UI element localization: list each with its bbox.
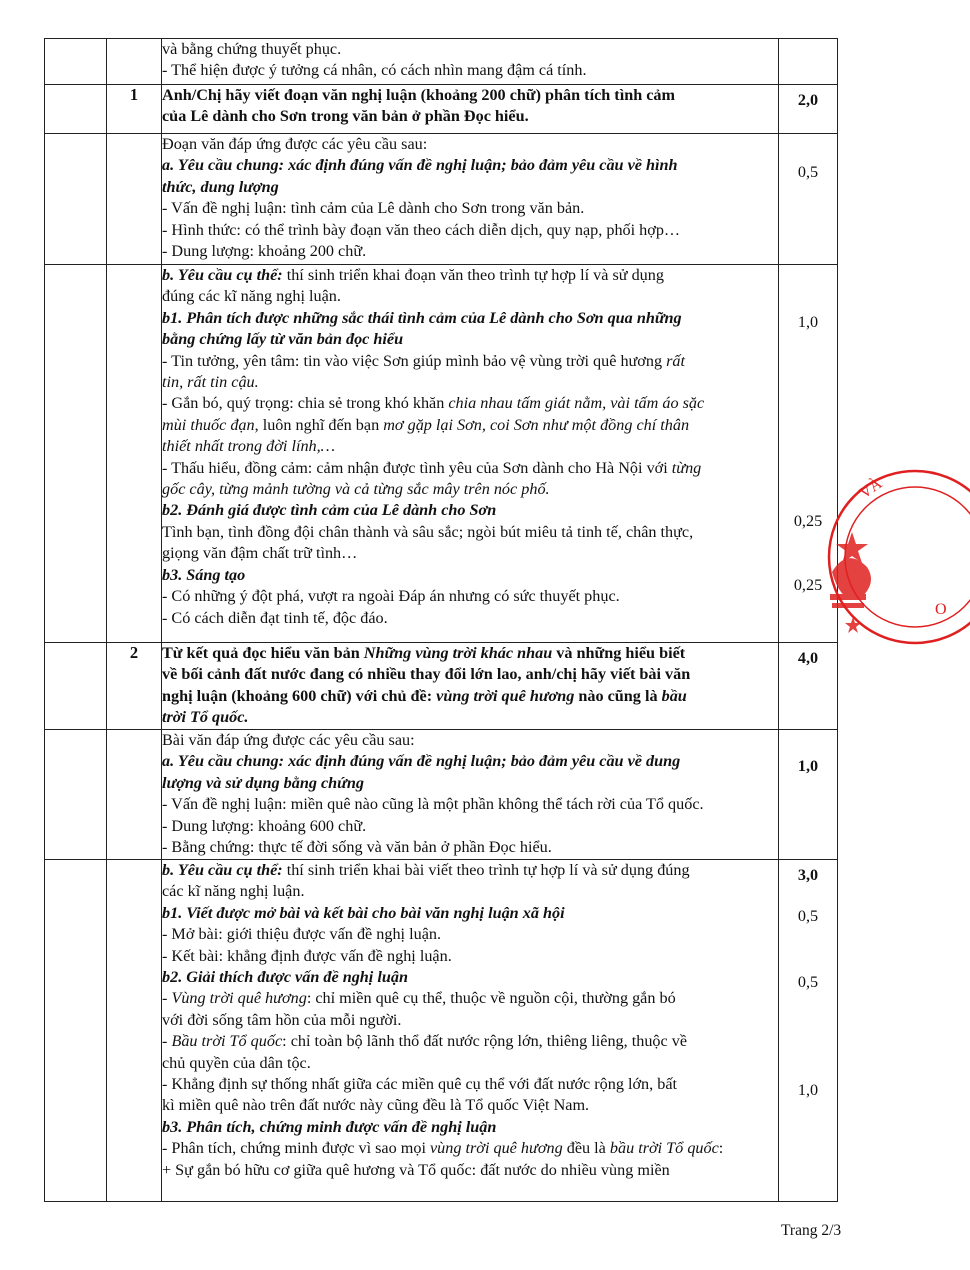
question-number: [107, 39, 162, 85]
text-run: Anh/Chị hãy viết đoạn văn nghị luận (khoảng 200 chữ) phân tích tình cảm: [162, 86, 676, 104]
content-line: [162, 308, 778, 329]
answer-content: [162, 860, 779, 1202]
text-run: - Thể hiện được ý tưởng cá nhân, có cách nhìn mang đậm cá tính.: [162, 61, 587, 80]
blank-cell: [45, 85, 107, 134]
content-line: [162, 1095, 778, 1116]
text-run: - Hình thức: có thể trình bày đoạn văn theo cách diễn dịch, quy nạp, phối hợp…: [162, 220, 681, 239]
text-run: - Bằng chứng: thực tế đời sống và văn bản ở phần Đọc hiểu.: [162, 838, 552, 857]
content-line: [162, 479, 778, 500]
text-run: đều là: [562, 1139, 610, 1158]
content-line: [162, 522, 778, 543]
content-line: [162, 85, 778, 106]
text-run: Vùng trời quê hương: [171, 989, 307, 1008]
text-run: đúng các kĩ năng nghị luận.: [162, 287, 341, 306]
content-line: [162, 946, 778, 967]
content-line: [162, 155, 778, 176]
score-value: 1,0: [797, 313, 819, 331]
content-line: [162, 837, 778, 858]
content-line: [162, 988, 778, 1009]
content-line: [162, 1053, 778, 1074]
score-value: 0,5: [797, 907, 819, 925]
text-run: :: [718, 1139, 724, 1158]
table-row: [45, 643, 838, 730]
content-line: [162, 1117, 778, 1138]
text-run: a. Yêu cầu chung: xác định đúng vấn đề nghị luận; bảo đảm yêu cầu về dung: [162, 752, 681, 771]
text-run: của Lê dành cho Sơn trong văn bản ở phần Đọc hiểu.: [162, 107, 529, 126]
text-run: - Kết bài: khẳng định được vấn đề nghị luận.: [162, 946, 452, 965]
text-run: gốc cây, từng mảnh tường và cả từng sắc mây trên nóc phố.: [162, 480, 550, 499]
text-run: b. Yêu cầu cụ thể:: [162, 266, 283, 284]
content-line: [162, 241, 778, 262]
content-line: [162, 372, 778, 393]
text-run: bầu: [661, 686, 687, 705]
table-row: [45, 265, 838, 643]
content-line: [162, 1074, 778, 1095]
answer-content: [162, 265, 779, 643]
text-run: các kĩ năng nghị luận.: [162, 882, 305, 901]
text-run: a. Yêu cầu chung: xác định đúng vấn đề nghị luận; bảo đảm yêu cầu về hình: [162, 156, 678, 175]
content-line: [162, 286, 778, 307]
content-line: [162, 220, 778, 241]
text-run: vùng trời quê hương: [436, 686, 575, 705]
question-number: [107, 265, 162, 643]
content-line: [162, 565, 778, 586]
text-run: nào cũng là: [574, 686, 662, 705]
text-run: chủ quyền của dân tộc.: [162, 1053, 311, 1072]
blank-cell: [45, 643, 107, 730]
page-number: Trang 2/3: [781, 1222, 842, 1239]
text-run: và bằng chứng thuyết phục.: [162, 40, 342, 58]
text-run: nghị luận (khoảng 600 chữ) với chủ đề:: [162, 686, 437, 705]
text-run: về bối cảnh đất nước đang có nhiều thay đổi lớn lao, anh/chị hãy viết bài văn: [162, 665, 691, 684]
text-run: thí sinh triển khai đoạn văn theo trình tự hợp lí và sử dụng: [282, 266, 664, 284]
table-row: [45, 860, 838, 1202]
text-run: - Mở bài: giới thiệu được vấn đề nghị luận.: [162, 925, 442, 944]
answer-key-table: [44, 38, 838, 1202]
text-run: Những vùng trời khác nhau: [363, 644, 553, 662]
text-run: - Gắn bó, quý trọng: chia sẻ trong khó khăn: [162, 394, 449, 413]
text-run: - Tin tưởng, yên tâm: tin vào việc Sơn giúp mình bảo vệ vùng trời quê hương: [162, 351, 667, 370]
question-number: 1: [107, 85, 162, 134]
text-run: - Có những ý đột phá, vượt ra ngoài Đáp án nhưng có sức thuyết phục.: [162, 587, 620, 606]
blank-cell: [45, 134, 107, 265]
score-cell: [779, 730, 838, 860]
text-run: b1. Viết được mở bài và kết bài cho bài văn nghị luận xã hội: [162, 903, 565, 922]
text-run: - Dung lượng: khoảng 600 chữ.: [162, 816, 367, 835]
text-run: - Dung lượng: khoảng 200 chữ.: [162, 242, 367, 261]
content-line: [162, 177, 778, 198]
score-cell: [779, 39, 838, 85]
text-run: trời Tổ quốc.: [162, 708, 249, 727]
stamp-text-top: VÀ: [856, 475, 886, 503]
text-run: - Thấu hiểu, đồng cảm: cảm nhận được tình yêu của Sơn dành cho Hà Nội với: [162, 458, 672, 477]
score-value: 1,0: [797, 757, 819, 775]
text-run: với đời sống tâm hồn của mỗi người.: [162, 1010, 402, 1029]
blank-cell: [45, 39, 107, 85]
text-run: Đoạn văn đáp ứng được các yêu cầu sau:: [162, 135, 428, 153]
content-line: [162, 500, 778, 521]
content-line: [162, 60, 778, 81]
text-run: b2. Đánh giá được tình cảm của Lê dành cho Sơn: [162, 501, 497, 520]
text-run: rất: [666, 351, 686, 370]
content-line: [162, 794, 778, 815]
content-line: [162, 436, 778, 457]
answer-content: [162, 730, 779, 860]
text-run: thí sinh triển khai bài viết theo trình tự hợp lí và sử dụng đúng: [282, 861, 690, 879]
text-run: + Sự gắn bó hữu cơ giữa quê hương và Tổ quốc: đất nước do nhiều vùng miền: [162, 1160, 670, 1179]
stamp-text-side: O: [935, 601, 947, 618]
text-run: - Phân tích, chứng minh được vì sao mọi: [162, 1139, 430, 1158]
table-row: [45, 85, 838, 134]
text-run: b1. Phân tích được những sắc thái tình cảm của Lê dành cho Sơn qua những: [162, 308, 682, 327]
content-line: [162, 1031, 778, 1052]
text-run: bằng chứng lấy từ văn bản đọc hiểu: [162, 330, 404, 349]
content-line: [162, 415, 778, 436]
score-value: 0,5: [797, 163, 819, 181]
content-line: [162, 106, 778, 127]
score-cell: [779, 85, 838, 134]
text-run: - Vấn đề nghị luận: tình cảm của Lê dành cho Sơn trong văn bản.: [162, 199, 585, 218]
text-run: thức, dung lượng: [162, 177, 279, 196]
content-line: [162, 543, 778, 564]
table-row: [45, 730, 838, 860]
content-line: [162, 773, 778, 794]
content-line: [162, 643, 778, 664]
red-seal-stamp: [820, 462, 970, 662]
score-value: 2,0: [797, 91, 819, 109]
text-run: , luôn nghĩ đến bạn: [254, 415, 384, 434]
blank-cell: [45, 860, 107, 1202]
text-run: giọng văn đậm chất trữ tình…: [162, 544, 358, 563]
content-line: [162, 329, 778, 350]
content-line: [162, 816, 778, 837]
text-run: Bầu trời Tổ quốc: [171, 1032, 283, 1051]
text-run: : chỉ miền quê cụ thể, thuộc về nguồn cội, thường gắn bó: [306, 989, 676, 1008]
content-line: [162, 860, 778, 881]
text-run: Bài văn đáp ứng được các yêu cầu sau:: [162, 731, 415, 749]
text-run: : chỉ toàn bộ lãnh thổ đất nước rộng lớn, thiêng liêng, thuộc về: [282, 1032, 688, 1051]
blank-cell: [45, 730, 107, 860]
text-run: - Vấn đề nghị luận: miền quê nào cũng là một phần không thể tách rời của Tổ quốc.: [162, 795, 704, 814]
text-run: - Khẳng định sự thống nhất giữa các miền quê cụ thể với đất nước rộng lớn, bất: [162, 1075, 678, 1094]
text-run: từng: [671, 458, 702, 477]
content-line: [162, 967, 778, 988]
question-number: 2: [107, 643, 162, 730]
content-line: [162, 351, 778, 372]
text-run: b3. Phân tích, chứng minh được vấn đề nghị luận: [162, 1117, 497, 1136]
text-run: - Có cách diễn đạt tinh tế, độc đáo.: [162, 608, 388, 627]
answer-content: [162, 134, 779, 265]
text-run: mơ gặp lại Sơn, coi Sơn như một đồng chí thân: [383, 415, 690, 434]
content-line: [162, 265, 778, 286]
content-line: [162, 730, 778, 751]
score-value: 0,5: [797, 973, 819, 991]
text-run: kì miền quê nào trên đất nước này cũng đều là Tổ quốc Việt Nam.: [162, 1096, 590, 1115]
text-run: và những hiểu biết: [552, 644, 686, 662]
content-line: [162, 608, 778, 629]
content-line: [162, 39, 778, 60]
content-line: [162, 707, 778, 728]
text-run: chia nhau tấm giát nằm, vài tấm áo sặc: [448, 394, 705, 413]
text-run: bầu trời Tổ quốc: [609, 1139, 719, 1158]
table-row: [45, 39, 838, 85]
content-line: [162, 664, 778, 685]
text-run: Từ kết quả đọc hiểu văn bản: [162, 644, 364, 662]
text-run: lượng và sử dụng bằng chứng: [162, 773, 364, 792]
content-line: [162, 458, 778, 479]
text-run: b. Yêu cầu cụ thể:: [162, 861, 283, 879]
content-line: [162, 903, 778, 924]
score-value: 0,25: [793, 576, 823, 594]
content-line: [162, 686, 778, 707]
content-line: [162, 1010, 778, 1031]
blank-cell: [45, 265, 107, 643]
answer-content: [162, 643, 779, 730]
table-row: [45, 134, 838, 265]
score-value: 0,25: [793, 512, 823, 530]
score-value: 4,0: [797, 649, 819, 667]
question-number: [107, 860, 162, 1202]
score-cell: [779, 860, 838, 1202]
score-value: 1,0: [797, 1081, 819, 1099]
answer-content: [162, 39, 779, 85]
text-run: -: [162, 1032, 172, 1051]
content-line: [162, 881, 778, 902]
content-line: [162, 586, 778, 607]
content-line: [162, 751, 778, 772]
text-run: Tình bạn, tình đồng đội chân thành và sâu sắc; ngòi bút miêu tả tinh tế, chân thực,: [162, 522, 694, 541]
score-value: 3,0: [797, 866, 819, 884]
text-run: thiết nhất trong đời lính,…: [162, 437, 336, 456]
content-line: [162, 134, 778, 155]
content-line: [162, 198, 778, 219]
text-run: b2. Giải thích được vấn đề nghị luận: [162, 968, 408, 987]
question-number: [107, 134, 162, 265]
text-run: tin, rất tin cậu.: [162, 373, 259, 392]
text-run: vùng trời quê hương: [430, 1139, 563, 1158]
score-cell: [779, 134, 838, 265]
answer-content: [162, 85, 779, 134]
text-run: mùi thuốc đạn: [162, 415, 255, 434]
question-number: [107, 730, 162, 860]
content-line: [162, 1160, 778, 1181]
content-line: [162, 924, 778, 945]
content-line: [162, 1138, 778, 1159]
text-run: -: [162, 989, 172, 1008]
content-line: [162, 393, 778, 414]
text-run: b3. Sáng tạo: [162, 565, 246, 584]
